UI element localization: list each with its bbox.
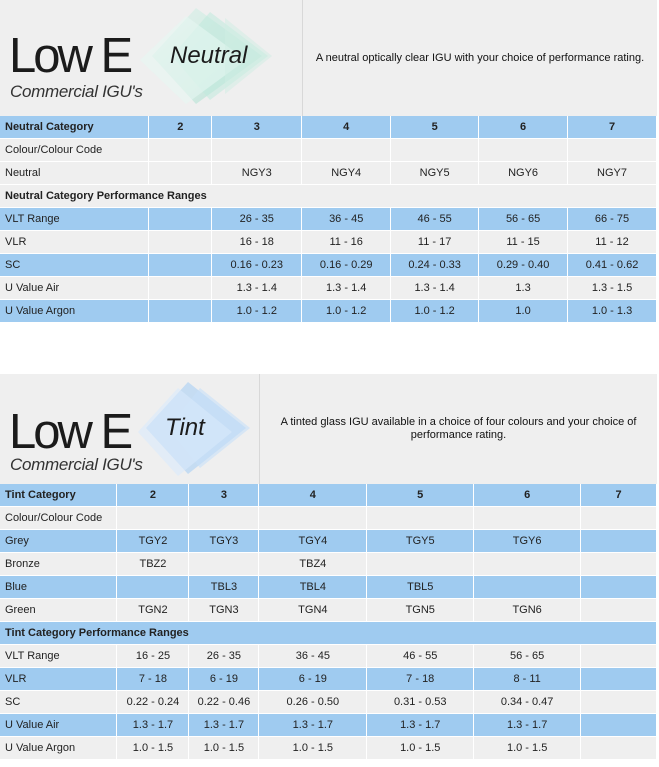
col-header: 7 xyxy=(568,116,657,139)
table-cell: 1.3 - 1.4 xyxy=(212,277,302,300)
table-row xyxy=(0,277,657,300)
table-cell xyxy=(117,576,189,599)
table-cell: 1.3 xyxy=(479,277,568,300)
table-cell xyxy=(189,507,259,530)
table-cell: 36 - 45 xyxy=(302,208,391,231)
table-cell: 56 - 65 xyxy=(474,645,581,668)
neutral-category-label: Neutral Category xyxy=(0,116,149,139)
table-cell xyxy=(212,139,302,162)
table-cell: NGY7 xyxy=(568,162,657,185)
col-header: 5 xyxy=(391,116,479,139)
table-cell: 26 - 35 xyxy=(212,208,302,231)
table-row xyxy=(0,300,657,323)
table-cell xyxy=(149,231,212,254)
table-cell: NGY4 xyxy=(302,162,391,185)
col-header: 3 xyxy=(189,484,259,507)
table-row xyxy=(0,737,657,760)
tint-badge: Tint xyxy=(165,414,205,441)
table-row xyxy=(0,208,657,231)
table-cell: 0.24 - 0.33 xyxy=(391,254,479,277)
table-cell: 0.29 - 0.40 xyxy=(479,254,568,277)
table-cell: 0.22 - 0.46 xyxy=(189,691,259,714)
table-row xyxy=(0,553,657,576)
table-cell: TGN3 xyxy=(189,599,259,622)
table-cell: NGY5 xyxy=(391,162,479,185)
tint-logo xyxy=(0,374,259,484)
table-cell xyxy=(391,139,479,162)
table-row xyxy=(0,576,657,599)
table-cell xyxy=(367,507,474,530)
table-cell xyxy=(581,576,657,599)
table-cell: NGY3 xyxy=(212,162,302,185)
table-cell: 1.0 xyxy=(479,300,568,323)
table-cell: 1.3 - 1.7 xyxy=(259,714,367,737)
table-cell xyxy=(149,208,212,231)
table-cell: 7 - 18 xyxy=(117,668,189,691)
table-cell xyxy=(149,139,212,162)
neutral-brand-title: Low E xyxy=(9,29,131,83)
tint-section xyxy=(0,374,657,760)
table-cell xyxy=(117,507,189,530)
table-cell: 1.0 - 1.5 xyxy=(189,737,259,760)
table-cell xyxy=(581,599,657,622)
table-cell: 11 - 15 xyxy=(479,231,568,254)
table-cell: 1.0 - 1.2 xyxy=(212,300,302,323)
table-row xyxy=(0,599,657,622)
col-header: 4 xyxy=(302,116,391,139)
col-header: 4 xyxy=(259,484,367,507)
tint-category-label: Tint Category xyxy=(0,484,117,507)
table-cell: 1.0 - 1.2 xyxy=(302,300,391,323)
table-cell: 36 - 45 xyxy=(259,645,367,668)
table-cell: TGY5 xyxy=(367,530,474,553)
table-cell: 0.31 - 0.53 xyxy=(367,691,474,714)
table-cell: NGY6 xyxy=(479,162,568,185)
table-cell: 1.0 - 1.2 xyxy=(391,300,479,323)
perf-heading: Neutral Category Performance Ranges xyxy=(0,185,657,208)
table-cell xyxy=(581,645,657,668)
table-row xyxy=(0,139,657,162)
table-cell: TGN6 xyxy=(474,599,581,622)
table-cell: 11 - 16 xyxy=(302,231,391,254)
row-label: VLT Range xyxy=(0,645,117,668)
table-cell: 1.3 - 1.4 xyxy=(302,277,391,300)
table-cell: 16 - 25 xyxy=(117,645,189,668)
table-cell: 1.3 - 1.4 xyxy=(391,277,479,300)
row-label: VLR xyxy=(0,231,149,254)
table-cell: 6 - 19 xyxy=(259,668,367,691)
table-cell: 1.3 - 1.5 xyxy=(568,277,657,300)
table-cell xyxy=(581,507,657,530)
table-cell xyxy=(474,553,581,576)
row-label: Blue xyxy=(0,576,117,599)
col-header: 2 xyxy=(117,484,189,507)
table-cell: 66 - 75 xyxy=(568,208,657,231)
row-label: VLT Range xyxy=(0,208,149,231)
table-cell: 1.0 - 1.5 xyxy=(474,737,581,760)
table-cell: TGN2 xyxy=(117,599,189,622)
table-cell: 26 - 35 xyxy=(189,645,259,668)
table-cell: TBZ2 xyxy=(117,553,189,576)
table-cell: 0.34 - 0.47 xyxy=(474,691,581,714)
row-label: U Value Air xyxy=(0,277,149,300)
table-row xyxy=(0,714,657,737)
neutral-logo xyxy=(0,0,302,116)
table-row xyxy=(0,645,657,668)
table-cell: 1.3 - 1.7 xyxy=(367,714,474,737)
table-cell xyxy=(581,553,657,576)
table-cell: 1.3 - 1.7 xyxy=(117,714,189,737)
tint-perf-heading-row xyxy=(0,622,657,645)
table-cell xyxy=(302,139,391,162)
table-row xyxy=(0,530,657,553)
table-cell xyxy=(568,139,657,162)
table-cell xyxy=(581,668,657,691)
table-cell xyxy=(581,714,657,737)
row-label: Colour/Colour Code xyxy=(0,507,117,530)
table-cell xyxy=(189,553,259,576)
table-cell: TBL5 xyxy=(367,576,474,599)
table-cell: 0.16 - 0.23 xyxy=(212,254,302,277)
row-label: Green xyxy=(0,599,117,622)
table-cell: TGY3 xyxy=(189,530,259,553)
perf-heading: Tint Category Performance Ranges xyxy=(0,622,657,645)
table-cell: 1.3 - 1.7 xyxy=(474,714,581,737)
table-cell: TGY6 xyxy=(474,530,581,553)
row-label: Neutral xyxy=(0,162,149,185)
table-cell: 11 - 12 xyxy=(568,231,657,254)
table-cell: 1.0 - 1.3 xyxy=(568,300,657,323)
table-cell xyxy=(581,691,657,714)
table-cell: 0.41 - 0.62 xyxy=(568,254,657,277)
table-cell: 8 - 11 xyxy=(474,668,581,691)
row-label: U Value Argon xyxy=(0,300,149,323)
neutral-perf-heading-row xyxy=(0,185,657,208)
neutral-section xyxy=(0,0,657,323)
col-header: 5 xyxy=(367,484,474,507)
table-cell: 16 - 18 xyxy=(212,231,302,254)
tint-brand-title: Low E xyxy=(9,405,131,459)
table-cell: 0.22 - 0.24 xyxy=(117,691,189,714)
table-cell: 7 - 18 xyxy=(367,668,474,691)
table-cell: 6 - 19 xyxy=(189,668,259,691)
table-cell xyxy=(474,507,581,530)
table-cell xyxy=(474,576,581,599)
table-row xyxy=(0,162,657,185)
table-cell: 46 - 55 xyxy=(367,645,474,668)
col-header: 6 xyxy=(474,484,581,507)
table-cell: 46 - 55 xyxy=(391,208,479,231)
table-cell: TBZ4 xyxy=(259,553,367,576)
table-cell xyxy=(367,553,474,576)
table-row xyxy=(0,231,657,254)
tint-brand-subtitle: Commercial IGU's xyxy=(10,455,143,474)
table-cell xyxy=(149,300,212,323)
table-cell: 1.3 - 1.7 xyxy=(189,714,259,737)
row-label: U Value Argon xyxy=(0,737,117,760)
col-header: 7 xyxy=(581,484,657,507)
tint-table xyxy=(0,484,657,760)
row-label: VLR xyxy=(0,668,117,691)
table-cell: TBL3 xyxy=(189,576,259,599)
table-cell: TGY4 xyxy=(259,530,367,553)
table-row xyxy=(0,254,657,277)
table-cell xyxy=(259,507,367,530)
table-cell: 1.0 - 1.5 xyxy=(367,737,474,760)
table-cell: TGY2 xyxy=(117,530,189,553)
row-label: SC xyxy=(0,254,149,277)
col-header: 2 xyxy=(149,116,212,139)
tint-header-row xyxy=(0,484,657,507)
row-label: Grey xyxy=(0,530,117,553)
table-cell xyxy=(479,139,568,162)
table-row xyxy=(0,507,657,530)
table-cell: TBL4 xyxy=(259,576,367,599)
table-cell xyxy=(581,530,657,553)
neutral-table xyxy=(0,116,657,323)
table-row xyxy=(0,691,657,714)
neutral-header xyxy=(0,0,657,116)
col-header: 3 xyxy=(212,116,302,139)
col-header: 6 xyxy=(479,116,568,139)
table-cell: TGN4 xyxy=(259,599,367,622)
table-row xyxy=(0,668,657,691)
row-label: Colour/Colour Code xyxy=(0,139,149,162)
neutral-badge: Neutral xyxy=(170,42,248,69)
table-cell: 56 - 65 xyxy=(479,208,568,231)
table-cell: 1.0 - 1.5 xyxy=(117,737,189,760)
row-label: Bronze xyxy=(0,553,117,576)
row-label: SC xyxy=(0,691,117,714)
table-cell xyxy=(149,277,212,300)
neutral-brand-subtitle: Commercial IGU's xyxy=(10,82,143,101)
table-cell xyxy=(149,254,212,277)
table-cell xyxy=(149,162,212,185)
neutral-header-row xyxy=(0,116,657,139)
tint-description: A tinted glass IGU available in a choice of four colours and your choice of performance rating. xyxy=(259,374,657,484)
table-cell: 0.16 - 0.29 xyxy=(302,254,391,277)
table-cell: TGN5 xyxy=(367,599,474,622)
tint-header xyxy=(0,374,657,484)
table-cell: 0.26 - 0.50 xyxy=(259,691,367,714)
table-cell xyxy=(581,737,657,760)
table-cell: 1.0 - 1.5 xyxy=(259,737,367,760)
table-cell: 11 - 17 xyxy=(391,231,479,254)
neutral-description: A neutral optically clear IGU with your choice of performance rating. xyxy=(302,0,657,116)
row-label: U Value Air xyxy=(0,714,117,737)
